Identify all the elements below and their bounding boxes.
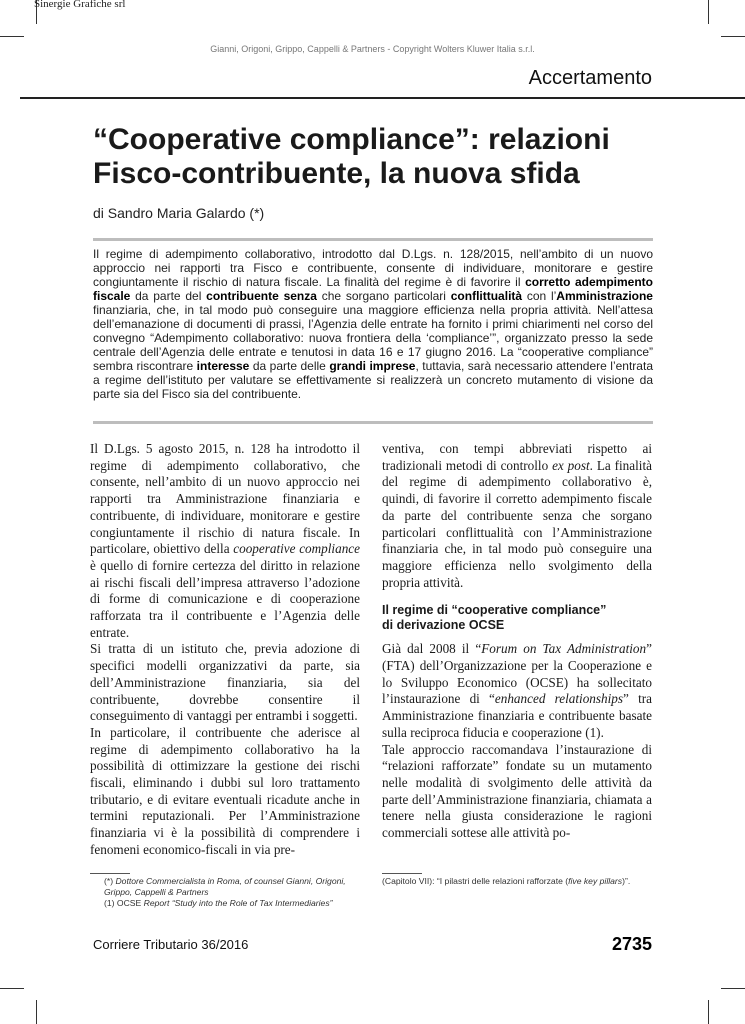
crop-mark	[36, 1000, 37, 1024]
copyright-notice: Gianni, Origoni, Grippo, Cappelli & Partners - Copyright Wolters Kluwer Italia s.r.l.	[210, 44, 535, 54]
body-italic: ex post	[552, 457, 590, 473]
subheading-line: di derivazione OCSE	[382, 618, 505, 633]
footnote-marker: (1) OCSE	[104, 898, 144, 908]
article-author: di Sandro Maria Galardo (*)	[93, 205, 265, 221]
body-paragraph	[382, 641, 652, 741]
body-text: ” tra Amministrazione finanziaria e contribuente basate sulla reciproca fiducia e cooperazione (1).	[382, 691, 652, 740]
abstract-text: da parte del	[130, 289, 207, 303]
abstract-bold-term: contribuente senza	[206, 289, 317, 303]
body-text: Già dal 2008 il “	[382, 641, 482, 657]
crop-mark	[721, 988, 745, 989]
article-title-line: “Cooperative compliance”: relazioni	[93, 123, 610, 156]
footnote-italic: five key pillars	[568, 876, 623, 886]
crop-mark	[708, 1000, 709, 1024]
abstract-text: che sorgano particolari	[316, 289, 451, 303]
body-paragraph	[382, 441, 652, 591]
abstract-bold-term: interesse	[196, 359, 250, 373]
abstract-text: finanziaria, che, in tal modo può conseguire una maggiore efficienza nella propria attività. Nell’attesa dell’emanazione di documenti di prassi, l’Agenzia delle entrate ha fornito i primi chiarimenti nel corso del convegno “Adempimento collaborativo: nuova frontiera della ‘compliance’”, organizzato presso la sede centrale dell’Agenzia delle entrate e tenutosi in data 16 e 17 giugno 2016. La “cooperative compliance” sembra riscontrare	[93, 303, 653, 373]
footnote-text: Report “Study into the Role of Tax Intermediaries”	[143, 898, 333, 908]
abstract-bold-term: corretto adempimento fiscale	[93, 275, 653, 303]
body-text: Il D.Lgs. 5 agosto 2015, n. 128 ha introdotto il regime di adempimento collaborativo, che consente, nell’ambito di un nuovo approccio nei rapporti tra Amministrazione finanziaria e contribuente, di individuare, monitorare e gestire congiuntamente il rischio di natura fiscale. In particolare, obiettivo della	[90, 441, 360, 557]
body-paragraph: In particolare, il contribuente che aderisce al regime di adempimento collaborativo ha la possibilità di ottimizzare la gestione dei rischi fiscali, eliminando i dubbi sul loro trattamento tributario, e di evitare eventuali ricadute anche in termini reputazionali. Per l’Amministrazione finanziaria vi è la possibilità di comprendere i fenomeni economico-fiscali in via pre-	[90, 724, 360, 857]
body-column-left	[90, 441, 360, 859]
abstract-bold-term: grandi imprese	[329, 359, 416, 373]
header-divider	[20, 97, 745, 99]
body-column-right	[382, 441, 652, 842]
body-italic: enhanced relationships	[494, 691, 624, 707]
crop-mark	[708, 0, 709, 24]
body-text: ” (FTA) dell’Organizzazione per la Cooperazione e lo Sviluppo Economico (OCSE) ha sollecitato l’instaurazione di “	[382, 641, 652, 707]
body-text: ventiva, con tempi abbreviati rispetto ai tradizionali metodi di controllo	[382, 441, 652, 473]
abstract-text: Il regime di adempimento collaborativo, introdotto dal D.Lgs. n. 128/2015, nell’ambito di un nuovo approccio nei rapporti tra Fisco e contribuente, consente di individuare, monitorare e gestire congiuntamente il rischio di natura fiscale. La finalità del regime è di favorire il	[93, 247, 653, 289]
abstract-text: con l’	[522, 289, 557, 303]
body-italic: Forum on Tax Administration	[481, 641, 647, 657]
article-title	[93, 123, 653, 191]
printer-label: Sinergie Grafiche srl	[34, 0, 126, 10]
footnote-author	[90, 876, 362, 898]
footnote-text: (Capitolo VII): “I pilastri delle relazioni rafforzate (	[382, 876, 569, 886]
crop-mark	[0, 36, 24, 37]
abstract-bold-term: Amministrazione	[556, 289, 653, 303]
footnote-marker: (*)	[104, 876, 116, 886]
page-number: 2735	[611, 934, 652, 954]
crop-mark	[721, 36, 745, 37]
abstract-bold-term: conflittualità	[450, 289, 523, 303]
footnotes-right	[382, 876, 654, 887]
footnote-text: )”.	[622, 876, 631, 886]
article-abstract	[93, 247, 653, 401]
body-text: è quello di fornire certezza del diritto in relazione ai rischi fiscali dell’impresa attraverso l’adozione di forme di comunicazione e di cooperazione rafforzata tra il contribuente e l’Agenzia delle entrate.	[90, 557, 360, 640]
footnote-text: Dottore Commercialista in Roma, of counsel Gianni, Origoni, Grippo, Cappelli & Partners	[104, 876, 346, 897]
footnotes-left	[90, 876, 362, 909]
body-text: . La finalità del regime di adempimento collaborativo è, quindi, di favorire il corretto adempimento fiscale da parte del contribuente senza che sorgano particolari conflittualità con l’Amministrazione finanziaria che, in tal modo può conseguire una maggiore efficienza nello svolgimento della propria attività.	[382, 457, 652, 590]
body-paragraph: Si tratta di un istituto che, previa adozione di specifici modelli organizzativi da parte, sia dell’Amministrazione finanziaria, sia del contribuente, dovrebbe consentire il conseguimento di vantaggi per entrambi i soggetti.	[90, 641, 360, 724]
abstract-divider-top	[93, 238, 653, 241]
subheading-line: Il regime di “cooperative compliance”	[382, 603, 607, 618]
footnote-1	[90, 898, 362, 909]
body-paragraph: Tale approccio raccomandava l’instaurazione di “relazioni rafforzate” fondate su un mutamento nelle modalità di svolgimento delle attività da parte dell’Amministrazione finanziaria, chiamata a tenere nella giusta considerazione le ragioni commerciali sottese alle attività po-	[382, 741, 652, 841]
section-subheading	[382, 603, 652, 633]
abstract-text: , tuttavia, sarà necessario attendere l’entrata a regime dell’istituto per valutare se effettivamente si realizzerà un concreto mutamento di visione da parte sia del Fisco sia del contribuente.	[93, 359, 653, 401]
footnote-1-continued	[382, 876, 654, 887]
body-italic: cooperative compliance	[233, 541, 360, 557]
article-title-line: Fisco-contribuente, la nuova sfida	[93, 157, 580, 190]
footnote-divider	[382, 873, 422, 874]
section-title: Accertamento	[528, 67, 652, 89]
body-paragraph	[90, 441, 360, 641]
abstract-text: da parte delle	[249, 359, 330, 373]
abstract-divider-bottom	[93, 421, 653, 424]
crop-mark	[0, 988, 24, 989]
journal-issue: Corriere Tributario 36/2016	[93, 937, 249, 952]
footnote-divider	[90, 873, 130, 874]
